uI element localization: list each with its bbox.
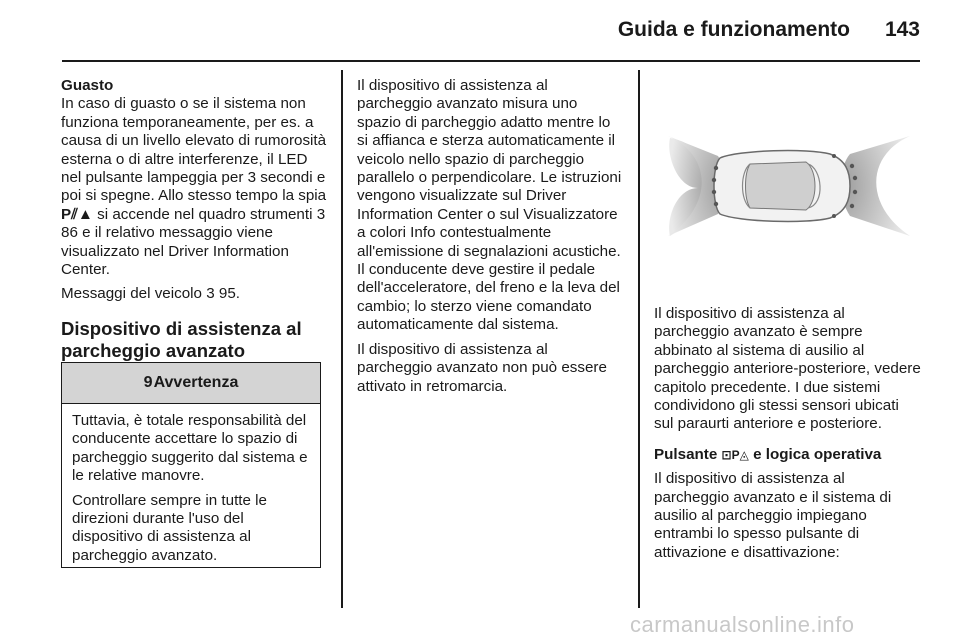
right-paragraph-2: Il dispositivo di assistenza al parcheggio avanzato e il sistema di ausilio al parcheggio impiegano entrambi lo spesso pulsante di attivazione e disattivazione: bbox=[654, 470, 892, 561]
column-divider-1 bbox=[341, 70, 343, 608]
car-roof bbox=[746, 162, 816, 210]
watermark: carmanualsonline.info bbox=[630, 612, 855, 637]
warning-body bbox=[62, 404, 320, 565]
page-ref-arrow-icon: 3 bbox=[316, 205, 326, 223]
messages-paragraph: Messaggi del veicolo 3 95. bbox=[61, 285, 241, 303]
guasto-heading: Guasto bbox=[61, 77, 114, 94]
warning-paragraph-1: Tuttavia, è totale responsabilità del conducente accettare lo spazio di parcheggio suggerito dal sistema e le relative manovre. bbox=[72, 412, 308, 485]
warning-box bbox=[61, 362, 321, 568]
park-assist-button-icon: ⊡P◬ bbox=[721, 447, 749, 462]
header-rule bbox=[62, 60, 920, 62]
page-ref[interactable]: 86 bbox=[61, 224, 78, 242]
guasto-paragraph: In caso di guasto o se il sistema non funziona temporaneamente, per es. a causa di un livello elevato di rumorosità esterna o di altre interferenze, il LED nel pulsante lampeggia per 3 secondi e poi si spegne. Allo stesso tempo la spia P⫽▲ si accende nel quadro strumenti 3 86 e il relativo messaggio viene visualizzato nel Driver Information Center. bbox=[61, 95, 327, 279]
middle-paragraph-1: Il dispositivo di assistenza al parcheggio avanzato misura uno spazio di parcheggio adatto mentre lo si affianca e sterza automaticamente il veicolo nello spazio di parcheggio parallelo o perpendicolare. Le istruzioni vengono visualizzate sul Driver Information Center o sul Visualizzatore a colori Info contestualmente all'emissione di segnalazioni acustiche. Il conducente deve gestire il pedale dell'acceleratore, del freno e la leva del cambio; lo sterzo viene comandato automaticamente dal sistema. bbox=[357, 77, 622, 334]
page-header-title: Guida e funzionamento bbox=[617, 18, 850, 41]
column-divider-2 bbox=[638, 70, 640, 608]
page-ref-arrow-icon: 3 bbox=[206, 285, 215, 303]
section-heading: Dispositivo di assistenza al parcheggio avanzato bbox=[61, 317, 302, 361]
page-number: 143 bbox=[884, 18, 920, 41]
middle-paragraph-2: Il dispositivo di assistenza al parcheggio avanzato non può essere attivato in retromarcia. bbox=[357, 340, 607, 395]
column-right bbox=[654, 305, 922, 568]
park-assist-warning-icon: P⫽▲ bbox=[61, 205, 93, 223]
warning-triangle-icon: 9 bbox=[143, 374, 153, 391]
right-paragraph-1: Il dispositivo di assistenza al parcheggio avanzato è sempre abbinato al sistema di ausilio al parcheggio anteriore-posteriore, vedere capitolo precedente. I due sistemi condividono gli stessi sensori ubicati sul paraurti anteriore e posteriore. bbox=[654, 305, 921, 433]
column-middle bbox=[357, 77, 623, 402]
front-sensor-wave bbox=[841, 136, 910, 236]
warning-header bbox=[62, 363, 320, 404]
warning-title: Avvertenza bbox=[153, 374, 239, 391]
column-left bbox=[61, 77, 327, 374]
pulsante-heading: Pulsante ⊡P◬ e logica operativa bbox=[654, 445, 882, 463]
car-top-view-icon bbox=[658, 76, 920, 286]
parking-sensor-illustration bbox=[658, 76, 920, 286]
page-ref[interactable]: 95. bbox=[218, 285, 241, 303]
warning-paragraph-2: Controllare sempre in tutte le direzioni durante l'uso del dispositivo di assistenza al parcheggio avanzato. bbox=[72, 491, 267, 564]
